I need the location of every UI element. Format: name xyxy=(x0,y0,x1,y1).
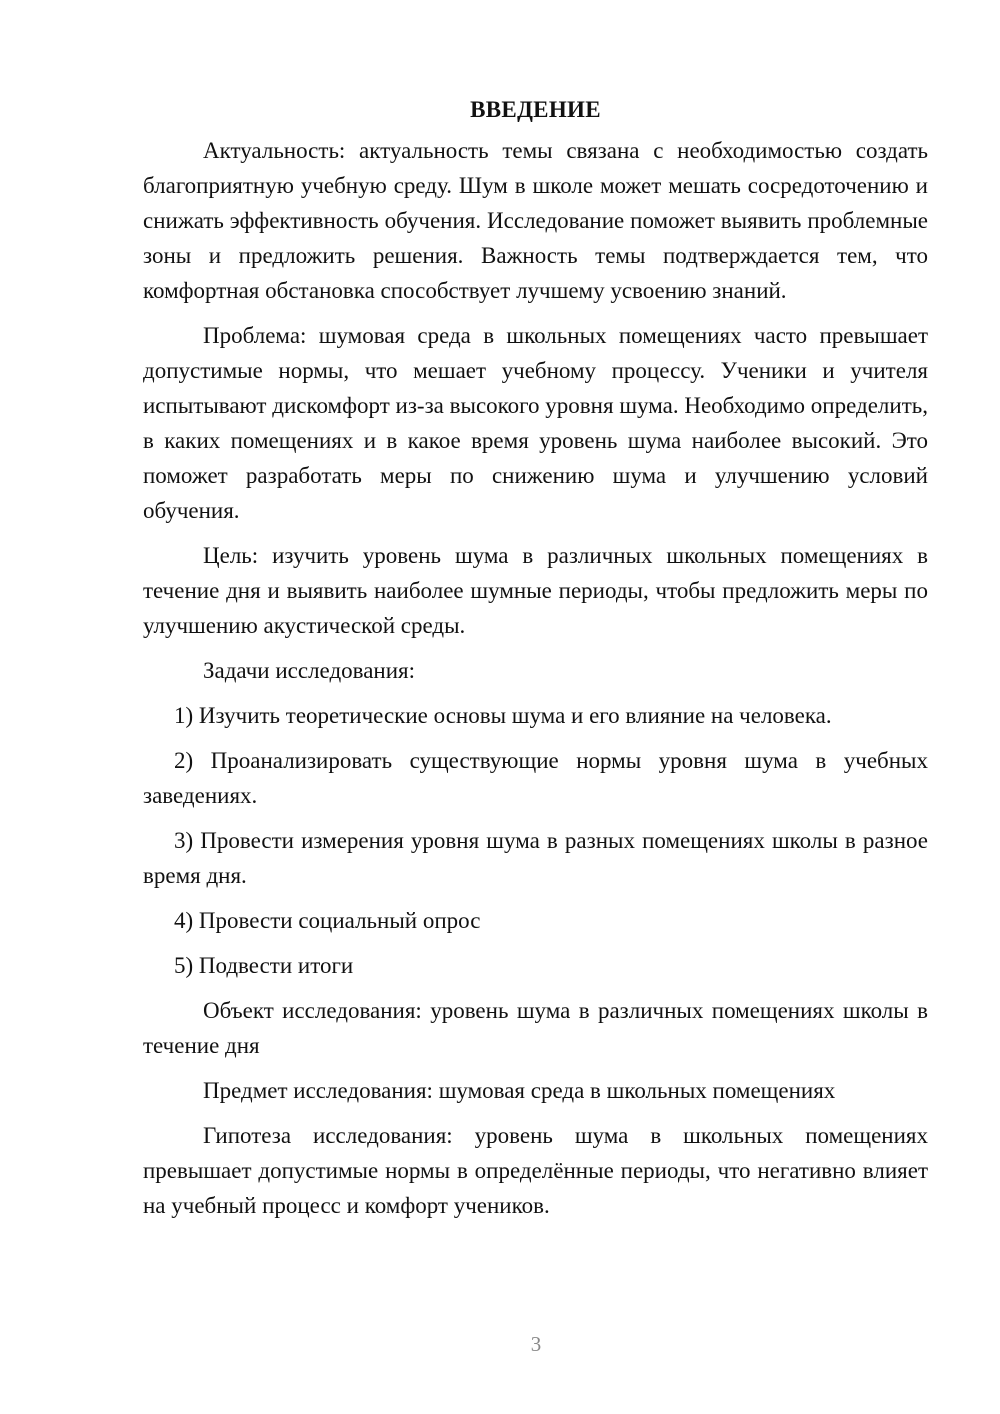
task-item-4: 4) Провести социальный опрос xyxy=(174,908,481,933)
task-item-1: 1) Изучить теоретические основы шума и его влияние на человека. xyxy=(174,703,832,728)
tasks-heading: Задачи исследования: xyxy=(203,658,416,683)
relevance-paragraph: Актуальность: актуальность темы связана с необходимостью создать благоприятную учебную среду. Шум в школе может мешать сосредоточению и снижать эффективность обучения. Исследование поможет выявить проблемные зоны и предложить решения. Важность темы подтверждается тем, что комфортная обстановка способствует лучшему усвоению знаний. xyxy=(143,138,928,303)
page-title: ВВЕДЕНИЕ xyxy=(470,97,601,122)
goal-paragraph: Цель: изучить уровень шума в различных школьных помещениях в течение дня и выявить наиболее шумные периоды, чтобы предложить меры по улучшению акустической среды. xyxy=(143,543,928,638)
document-page xyxy=(143,92,928,1223)
page-number: 3 xyxy=(530,1332,542,1356)
task-item-2: 2) Проанализировать существующие нормы уровня шума в учебных заведениях. xyxy=(143,748,928,808)
task-item-5: 5) Подвести итоги xyxy=(174,953,354,978)
hypothesis-paragraph: Гипотеза исследования: уровень шума в школьных помещениях превышает допустимые нормы в определённые периоды, что негативно влияет на учебный процесс и комфорт учеников. xyxy=(143,1123,928,1218)
subject-paragraph: Предмет исследования: шумовая среда в школьных помещениях xyxy=(203,1078,836,1103)
problem-paragraph: Проблема: шумовая среда в школьных помещениях часто превышает допустимые нормы, что мешает учебному процессу. Ученики и учителя испытывают дискомфорт из-за высокого уровня шума. Необходимо определить, в каких помещениях и в какое время уровень шума наиболее высокий. Это поможет разработать меры по снижению шума и улучшению условий обучения. xyxy=(143,323,928,523)
task-item-3: 3) Провести измерения уровня шума в разных помещениях школы в разное время дня. xyxy=(143,828,928,888)
object-paragraph: Объект исследования: уровень шума в различных помещениях школы в течение дня xyxy=(143,998,928,1058)
